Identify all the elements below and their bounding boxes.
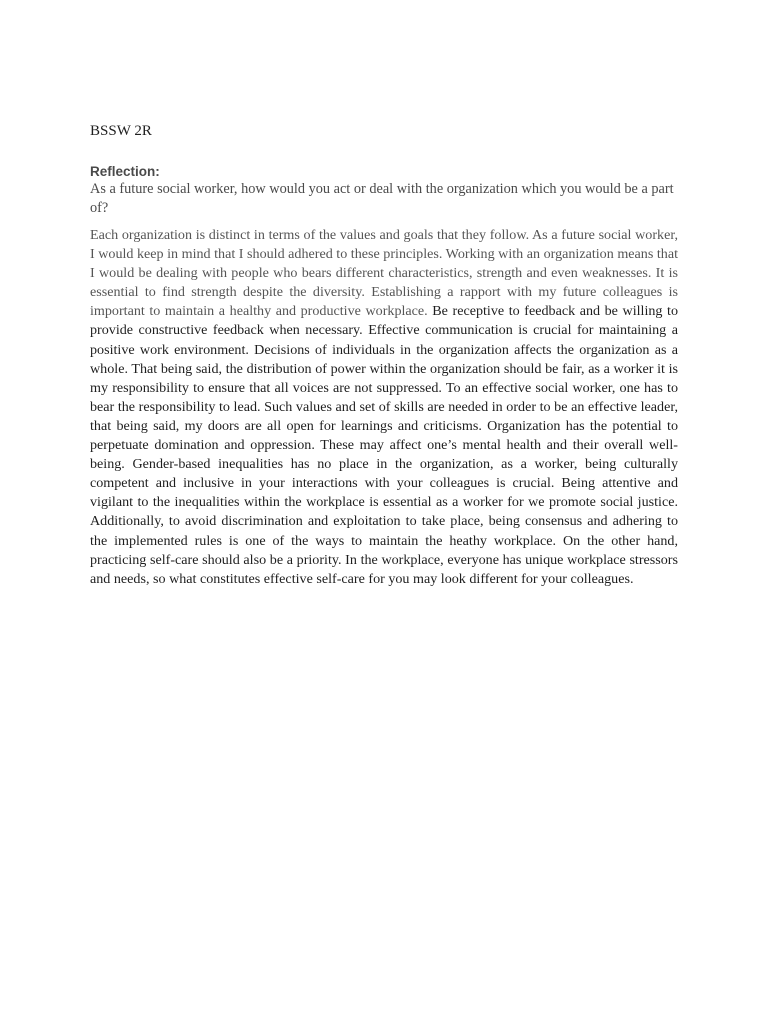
reflection-body-part1: Each organization is distinct in terms of the values and goals that they follow. As a future social worker, I would keep in mind that I should adhered to these principles. Working with an organization means that I would be dealing with people who bears different characteristics, strength and even weaknesses. It is essential to find strength despite the diversity. Establishing a rapport with my future colleagues is important to maintain a healthy and productive workplace. — [90, 227, 678, 320]
reflection-heading: Reflection: — [90, 164, 160, 179]
reflection-body-part2: Be receptive to feedback and be willing to provide constructive feedback when necessary. Effective communication is crucial for maintaining a positive work environment. Decisions of individuals in the organization affects the organization as a whole. That being said, the distribution of power within the organization should be fair, as a worker it is my responsibility to ensure that all voices are not suppressed. To an effective social worker, one has to bear the responsibility to lead. Such values and set of skills are needed in order to be an effective leader, that being said, my doors are all open for learnings and criticisms. Organization has the potential to perpetuate domination and oppression. These may affect one’s mental health and their overall well-being. Gender-based inequalities has no place in the organization, as a worker, being culturally competent and inclusive in your interactions with your colleagues is crucial. Being attentive and vigilant to the inequalities within the workplace is essential as a worker for we promote social justice. Additionally, to avoid discrimination and exploitation to take place, being consensus and adhering to the implemented rules is one of the ways to maintain the heathy workplace. On the other hand, practicing self-care should also be a priority. In the workplace, everyone has unique workplace stressors and needs, so what constitutes effective self-care for you may look different for your colleagues. — [90, 303, 678, 587]
document-content — [90, 122, 678, 589]
reflection-question: As a future social worker, how would you act or deal with the organization which you would be a part of? — [90, 181, 674, 216]
class-code: BSSW 2R — [90, 123, 152, 139]
reflection-body — [90, 226, 678, 589]
